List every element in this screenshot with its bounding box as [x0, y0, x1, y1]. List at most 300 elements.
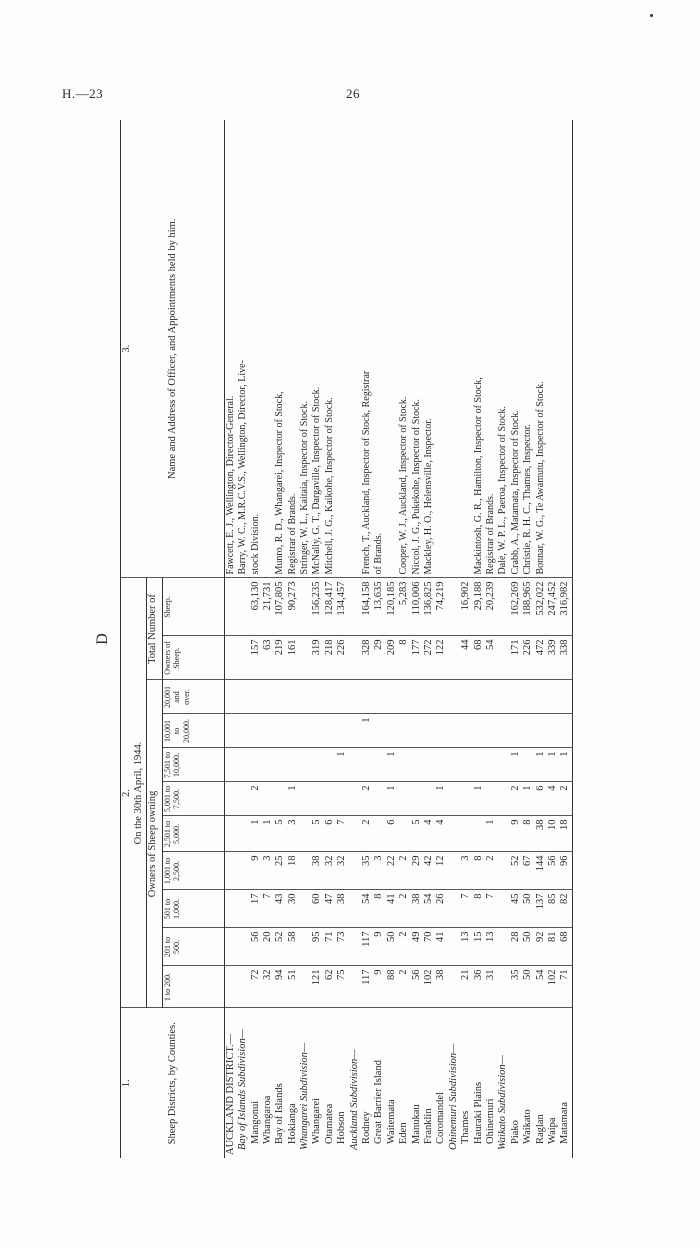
owners-count-cell: [349, 714, 361, 748]
owners-count-cell: 82: [559, 890, 572, 928]
owners-count-cell: 26: [435, 890, 447, 928]
owners-count-cell: [349, 782, 361, 816]
owners-count-cell: [349, 816, 361, 852]
total-owners-cell: 219: [274, 636, 286, 680]
total-owners-cell: [299, 636, 311, 680]
owners-count-cell: [224, 966, 237, 1008]
owners-count-cell: [224, 782, 237, 816]
owners-count-cell: [411, 782, 423, 816]
owners-count-cell: [473, 748, 485, 782]
owners-count-cell: 4: [435, 816, 447, 852]
owners-count-cell: 1: [485, 816, 497, 852]
owners-count-cell: 1: [522, 782, 534, 816]
owners-count-cell: 18: [287, 852, 299, 890]
owners-count-cell: 42: [423, 852, 435, 890]
table-row: [398, 120, 410, 1158]
range-header: 20,001 and over.: [162, 680, 224, 714]
owners-count-cell: 3: [460, 852, 472, 890]
owners-count-cell: 38: [311, 852, 323, 890]
table-row: [460, 120, 472, 1158]
owners-count-cell: 2: [398, 852, 410, 890]
owners-count-cell: 50: [522, 928, 534, 966]
officer-cell: [435, 120, 447, 578]
owners-count-cell: [299, 816, 311, 852]
owners-count-cell: 2: [398, 890, 410, 928]
owners-count-cell: 52: [510, 852, 522, 890]
owners-count-cell: [361, 748, 373, 782]
owners-count-cell: [224, 714, 237, 748]
owners-count-cell: [324, 748, 336, 782]
owners-count-cell: 54: [423, 890, 435, 928]
owners-count-cell: 2: [361, 816, 373, 852]
county-name: Hauraki Plains: [472, 1081, 484, 1144]
owners-count-cell: [485, 782, 497, 816]
county-name: Raglan: [534, 1114, 546, 1144]
table-row: [473, 120, 485, 1158]
owners-count-cell: [448, 714, 460, 748]
officer-cell: Stringer, W. L., Kaitaia, Inspector of Stock.: [299, 120, 311, 578]
owners-count-cell: 1: [547, 748, 559, 782]
officer-cell: McNally, G. T., Dargaville, Inspector of Stock.: [311, 120, 323, 578]
owners-count-cell: [349, 928, 361, 966]
owners-count-cell: 56: [547, 852, 559, 890]
total-sheep-cell: 21,731: [262, 578, 274, 636]
owners-count-cell: 10: [547, 816, 559, 852]
owners-count-cell: [324, 782, 336, 816]
owners-count-cell: [311, 748, 323, 782]
table-body: [224, 120, 572, 1158]
officer-cell: [547, 120, 559, 578]
total-sheep-cell: [448, 578, 460, 636]
total-sheep-cell: 134,457: [336, 578, 348, 636]
range-header: 1,001 to 2,500.: [162, 852, 224, 890]
officer-cell: Christie, R. H. C., Thames, Inspector.: [522, 120, 534, 578]
owners-count-cell: [448, 966, 460, 1008]
owners-count-cell: [535, 714, 547, 748]
owners-count-cell: 41: [386, 890, 398, 928]
total-sheep-cell: [224, 578, 237, 636]
owners-count-cell: 85: [547, 890, 559, 928]
owners-count-cell: 3: [262, 852, 274, 890]
total-owners-cell: 171: [510, 636, 522, 680]
total-owners-cell: 157: [250, 636, 262, 680]
total-sheep-cell: 316,982: [559, 578, 572, 636]
owners-count-cell: 32: [262, 966, 274, 1008]
owners-count-cell: [522, 714, 534, 748]
owners-count-cell: [497, 680, 509, 714]
owners-count-cell: 36: [473, 966, 485, 1008]
owners-count-cell: 1: [559, 748, 572, 782]
officer-cell: [559, 120, 572, 578]
owners-count-cell: 137: [535, 890, 547, 928]
owners-count-cell: [299, 714, 311, 748]
total-owners-cell: 63: [262, 636, 274, 680]
owners-count-cell: 4: [423, 816, 435, 852]
owners-count-cell: [423, 782, 435, 816]
owners-count-cell: 22: [386, 852, 398, 890]
total-owners-cell: 29: [373, 636, 385, 680]
owners-count-cell: 144: [535, 852, 547, 890]
owners-count-cell: [361, 680, 373, 714]
owners-count-cell: 70: [423, 928, 435, 966]
owners-count-cell: 2: [398, 966, 410, 1008]
table-row: [535, 120, 547, 1158]
table-row: [274, 120, 286, 1158]
county-name: Whangaroa: [261, 1095, 273, 1144]
total-sheep-cell: 247,452: [547, 578, 559, 636]
total-owners-cell: 218: [324, 636, 336, 680]
officer-cell: Niccol, J. G., Pukekohe, Inspector of Stock.: [411, 120, 423, 578]
owners-count-cell: 8: [473, 890, 485, 928]
table-row: [237, 120, 249, 1158]
table-row: [448, 120, 460, 1158]
county-name: Otamatea: [323, 1103, 335, 1144]
officer-cell: [262, 120, 274, 578]
owners-count-cell: [411, 714, 423, 748]
total-owners-cell: [497, 636, 509, 680]
officer-cell: Dale, W. P. L., Paeroa, Inspector of Stock.: [497, 120, 509, 578]
total-owners-cell: [224, 636, 237, 680]
owners-count-cell: [398, 782, 410, 816]
owners-count-cell: [497, 928, 509, 966]
officer-cell: Fawcett, E. J., Wellington, Director-General.: [224, 120, 237, 578]
range-header: 2,501 to 5,000.: [162, 816, 224, 852]
total-number-header: Total Number of: [146, 578, 162, 680]
total-sheep-cell: 188,965: [522, 578, 534, 636]
col3-label: Name and Address of Officer, and Appointments held by him.: [167, 218, 179, 479]
owners-count-cell: [299, 680, 311, 714]
owners-count-cell: 4: [547, 782, 559, 816]
total-sheep-cell: 164,158: [361, 578, 373, 636]
owners-count-cell: [485, 680, 497, 714]
owners-count-cell: 30: [287, 890, 299, 928]
owners-count-cell: 56: [250, 928, 262, 966]
table-letter: D: [94, 633, 111, 645]
total-sheep-cell: [497, 578, 509, 636]
owners-count-cell: 28: [510, 928, 522, 966]
total-owners-cell: 226: [336, 636, 348, 680]
county-name: Waipa: [546, 1117, 558, 1144]
owners-count-cell: 121: [311, 966, 323, 1008]
owners-count-cell: [411, 680, 423, 714]
owners-count-cell: 20: [262, 928, 274, 966]
owners-count-cell: [299, 782, 311, 816]
owners-count-cell: 7: [460, 890, 472, 928]
total-sheep-cell: 156,235: [311, 578, 323, 636]
total-sheep-cell: 74,219: [435, 578, 447, 636]
county-name: Matamata: [559, 1102, 571, 1144]
county-name: Bay of Islands: [274, 1083, 286, 1144]
owners-count-cell: 7: [485, 890, 497, 928]
county-name: Thames: [460, 1110, 472, 1144]
owners-count-cell: 5: [311, 816, 323, 852]
owners-count-cell: [460, 782, 472, 816]
owners-count-cell: [448, 890, 460, 928]
owners-count-cell: [299, 890, 311, 928]
owners-count-cell: 2: [250, 782, 262, 816]
county-name: Piako: [509, 1120, 521, 1144]
owners-count-cell: 29: [411, 852, 423, 890]
owners-count-cell: 2: [485, 852, 497, 890]
owners-count-cell: [324, 680, 336, 714]
owners-count-cell: [224, 748, 237, 782]
owners-count-cell: [349, 680, 361, 714]
officer-cell: Mackley, H. O., Helensville, Inspector.: [423, 120, 435, 578]
owners-count-cell: 102: [547, 966, 559, 1008]
table-row: [373, 120, 385, 1158]
owners-count-cell: [250, 714, 262, 748]
owners-count-cell: 3: [373, 852, 385, 890]
officer-cell: stock Division.: [250, 120, 262, 578]
owners-count-cell: [287, 748, 299, 782]
owners-count-cell: [262, 748, 274, 782]
owners-count-cell: 17: [250, 890, 262, 928]
total-owners-cell: 272: [423, 636, 435, 680]
owners-count-cell: [373, 748, 385, 782]
sheep-header: Sheep.: [162, 578, 224, 636]
owners-count-cell: 67: [522, 852, 534, 890]
owners-count-cell: [336, 680, 348, 714]
owners-count-cell: 1: [262, 816, 274, 852]
owners-count-cell: [497, 852, 509, 890]
owners-count-cell: [237, 928, 249, 966]
owners-count-cell: [485, 748, 497, 782]
total-owners-cell: 319: [311, 636, 323, 680]
owners-count-cell: 58: [287, 928, 299, 966]
county-name: Bay of Islands Subdivision—: [237, 1028, 249, 1150]
county-name: Whangarei: [311, 1097, 323, 1144]
total-sheep-cell: 29,188: [473, 578, 485, 636]
owners-count-cell: 25: [274, 852, 286, 890]
total-owners-cell: 328: [361, 636, 373, 680]
owners-count-cell: [262, 782, 274, 816]
owners-count-cell: [485, 714, 497, 748]
owners-count-cell: 94: [274, 966, 286, 1008]
owners-count-cell: 60: [311, 890, 323, 928]
owners-count-cell: [237, 714, 249, 748]
owners-count-cell: 6: [386, 816, 398, 852]
col3-number: 3.: [121, 344, 132, 353]
owners-count-cell: [423, 680, 435, 714]
owners-count-cell: 8: [373, 890, 385, 928]
officer-cell: Mackintosh, G. R., Hamilton, Inspector of Stock,: [473, 120, 485, 578]
page-number: 26: [346, 86, 360, 101]
owners-count-cell: 71: [559, 966, 572, 1008]
owners-count-cell: 38: [411, 890, 423, 928]
owners-count-cell: [237, 852, 249, 890]
total-owners-cell: 339: [547, 636, 559, 680]
county-name: Eden: [398, 1122, 410, 1144]
owners-count-cell: [349, 890, 361, 928]
owners-count-cell: 47: [324, 890, 336, 928]
owners-count-cell: 117: [361, 966, 373, 1008]
total-sheep-cell: 532,022: [535, 578, 547, 636]
owners-count-cell: [349, 966, 361, 1008]
total-sheep-cell: 136,825: [423, 578, 435, 636]
table-row: [485, 120, 497, 1158]
range-header: 201 to 500.: [162, 928, 224, 966]
owners-count-cell: 49: [411, 928, 423, 966]
owners-count-cell: [250, 680, 262, 714]
owners-count-cell: 95: [311, 928, 323, 966]
owners-count-cell: 43: [274, 890, 286, 928]
owners-count-cell: [497, 748, 509, 782]
owners-count-cell: 1: [473, 782, 485, 816]
county-name: Rodney: [361, 1111, 373, 1144]
owners-count-cell: [448, 928, 460, 966]
owners-count-cell: 9: [373, 928, 385, 966]
owners-count-cell: [448, 852, 460, 890]
range-header: 10,001 to 20,000.: [162, 714, 224, 748]
owners-count-cell: 18: [559, 816, 572, 852]
owners-count-cell: [299, 966, 311, 1008]
owners-count-cell: [274, 714, 286, 748]
table-row: [386, 120, 398, 1158]
owners-count-cell: 1: [361, 714, 373, 748]
table-row: [311, 120, 323, 1158]
owners-count-cell: [224, 680, 237, 714]
officer-cell: [448, 120, 460, 578]
owners-count-cell: 50: [386, 928, 398, 966]
owners-count-cell: 56: [411, 966, 423, 1008]
owners-count-cell: 32: [324, 852, 336, 890]
owners-count-cell: [274, 680, 286, 714]
col3-header: [121, 120, 225, 578]
table-row: [510, 120, 522, 1158]
owners-count-cell: 15: [473, 928, 485, 966]
owners-count-cell: [262, 680, 274, 714]
total-sheep-cell: 20,239: [485, 578, 497, 636]
table-row: [349, 120, 361, 1158]
owners-count-cell: 81: [547, 928, 559, 966]
county-name: Waikato: [522, 1109, 534, 1144]
total-owners-cell: [349, 636, 361, 680]
officer-cell: Barry, W. C., M.R.C.V.S., Wellington, Director, Live-: [237, 120, 249, 578]
county-name: Waikato Subdivision—: [497, 1055, 509, 1150]
owners-count-cell: [373, 816, 385, 852]
owners-count-cell: 9: [250, 852, 262, 890]
officer-cell: Cooper, W. J., Auckland, Inspector of Stock.: [398, 120, 410, 578]
officer-cell: [386, 120, 398, 578]
owners-count-cell: [373, 782, 385, 816]
owners-count-cell: 71: [324, 928, 336, 966]
officer-cell: [349, 120, 361, 578]
col2-header: [121, 578, 147, 1008]
county-name: Ohinemuri: [484, 1098, 496, 1144]
owners-count-cell: [547, 680, 559, 714]
total-sheep-cell: 110,006: [411, 578, 423, 636]
owners-count-cell: 68: [559, 928, 572, 966]
owners-count-cell: [274, 782, 286, 816]
owners-count-cell: 5: [274, 816, 286, 852]
owners-count-cell: [299, 928, 311, 966]
owners-count-cell: 2: [510, 782, 522, 816]
owners-count-cell: [497, 782, 509, 816]
owners-count-cell: 88: [386, 966, 398, 1008]
table-row: [411, 120, 423, 1158]
owners-count-cell: [237, 748, 249, 782]
owners-count-cell: 50: [522, 966, 534, 1008]
officer-cell: Registrar of Brands.: [485, 120, 497, 578]
owners-count-cell: 1: [287, 782, 299, 816]
table-row: [423, 120, 435, 1158]
owners-count-cell: [473, 680, 485, 714]
owners-count-cell: [435, 714, 447, 748]
owners-count-cell: [237, 890, 249, 928]
owners-count-cell: 2: [398, 928, 410, 966]
owners-count-cell: [299, 852, 311, 890]
owners-count-cell: [497, 714, 509, 748]
total-owners-cell: 209: [386, 636, 398, 680]
total-owners-cell: 161: [287, 636, 299, 680]
owners-count-cell: 1: [336, 748, 348, 782]
total-owners-cell: 68: [473, 636, 485, 680]
owners-count-cell: [522, 748, 534, 782]
owners-count-cell: [237, 782, 249, 816]
owners-count-cell: 5: [411, 816, 423, 852]
owners-count-cell: 54: [535, 966, 547, 1008]
owners-count-cell: [224, 816, 237, 852]
total-owners-cell: 44: [460, 636, 472, 680]
owners-count-cell: 31: [485, 966, 497, 1008]
col1-number: 1.: [121, 1079, 132, 1088]
total-sheep-cell: 5,283: [398, 578, 410, 636]
owners-count-cell: 2: [361, 782, 373, 816]
owners-count-cell: 1: [510, 748, 522, 782]
table-row: [299, 120, 311, 1158]
owners-count-cell: 7: [262, 890, 274, 928]
table-row: [547, 120, 559, 1158]
owners-count-cell: 9: [510, 816, 522, 852]
county-name: Manukau: [410, 1104, 422, 1144]
owners-count-cell: [448, 816, 460, 852]
owners-count-cell: [386, 714, 398, 748]
total-owners-cell: 122: [435, 636, 447, 680]
owners-count-cell: [311, 714, 323, 748]
col1-label: Sheep Districts, by Counties.: [167, 1022, 179, 1145]
owners-count-cell: 12: [435, 852, 447, 890]
total-owners-cell: 8: [398, 636, 410, 680]
officer-cell: Bonnar, W. G., Te Awamutu, Inspector of Stock.: [535, 120, 547, 578]
owners-count-cell: [435, 680, 447, 714]
rotated-table-sheet: [94, 120, 626, 1158]
owners-count-cell: [237, 816, 249, 852]
officer-cell: [460, 120, 472, 578]
total-sheep-cell: 162,269: [510, 578, 522, 636]
total-sheep-cell: 16,902: [460, 578, 472, 636]
owners-count-cell: [497, 966, 509, 1008]
owners-count-cell: 38: [435, 966, 447, 1008]
owners-count-cell: [224, 928, 237, 966]
owners-count-cell: [274, 748, 286, 782]
owners-count-cell: [287, 714, 299, 748]
table-row: [224, 120, 237, 1158]
owners-count-cell: 62: [324, 966, 336, 1008]
owners-count-cell: [336, 782, 348, 816]
owners-count-cell: [448, 748, 460, 782]
owners-count-cell: [423, 748, 435, 782]
owners-count-cell: 45: [510, 890, 522, 928]
owners-count-cell: [448, 782, 460, 816]
owners-count-cell: [448, 680, 460, 714]
total-owners-cell: 54: [485, 636, 497, 680]
range-header: 1 to 200.: [162, 966, 224, 1008]
owners-count-cell: 13: [460, 928, 472, 966]
owners-count-cell: 13: [485, 928, 497, 966]
owners-count-cell: [224, 852, 237, 890]
table-row: [559, 120, 572, 1158]
total-owners-cell: 472: [535, 636, 547, 680]
